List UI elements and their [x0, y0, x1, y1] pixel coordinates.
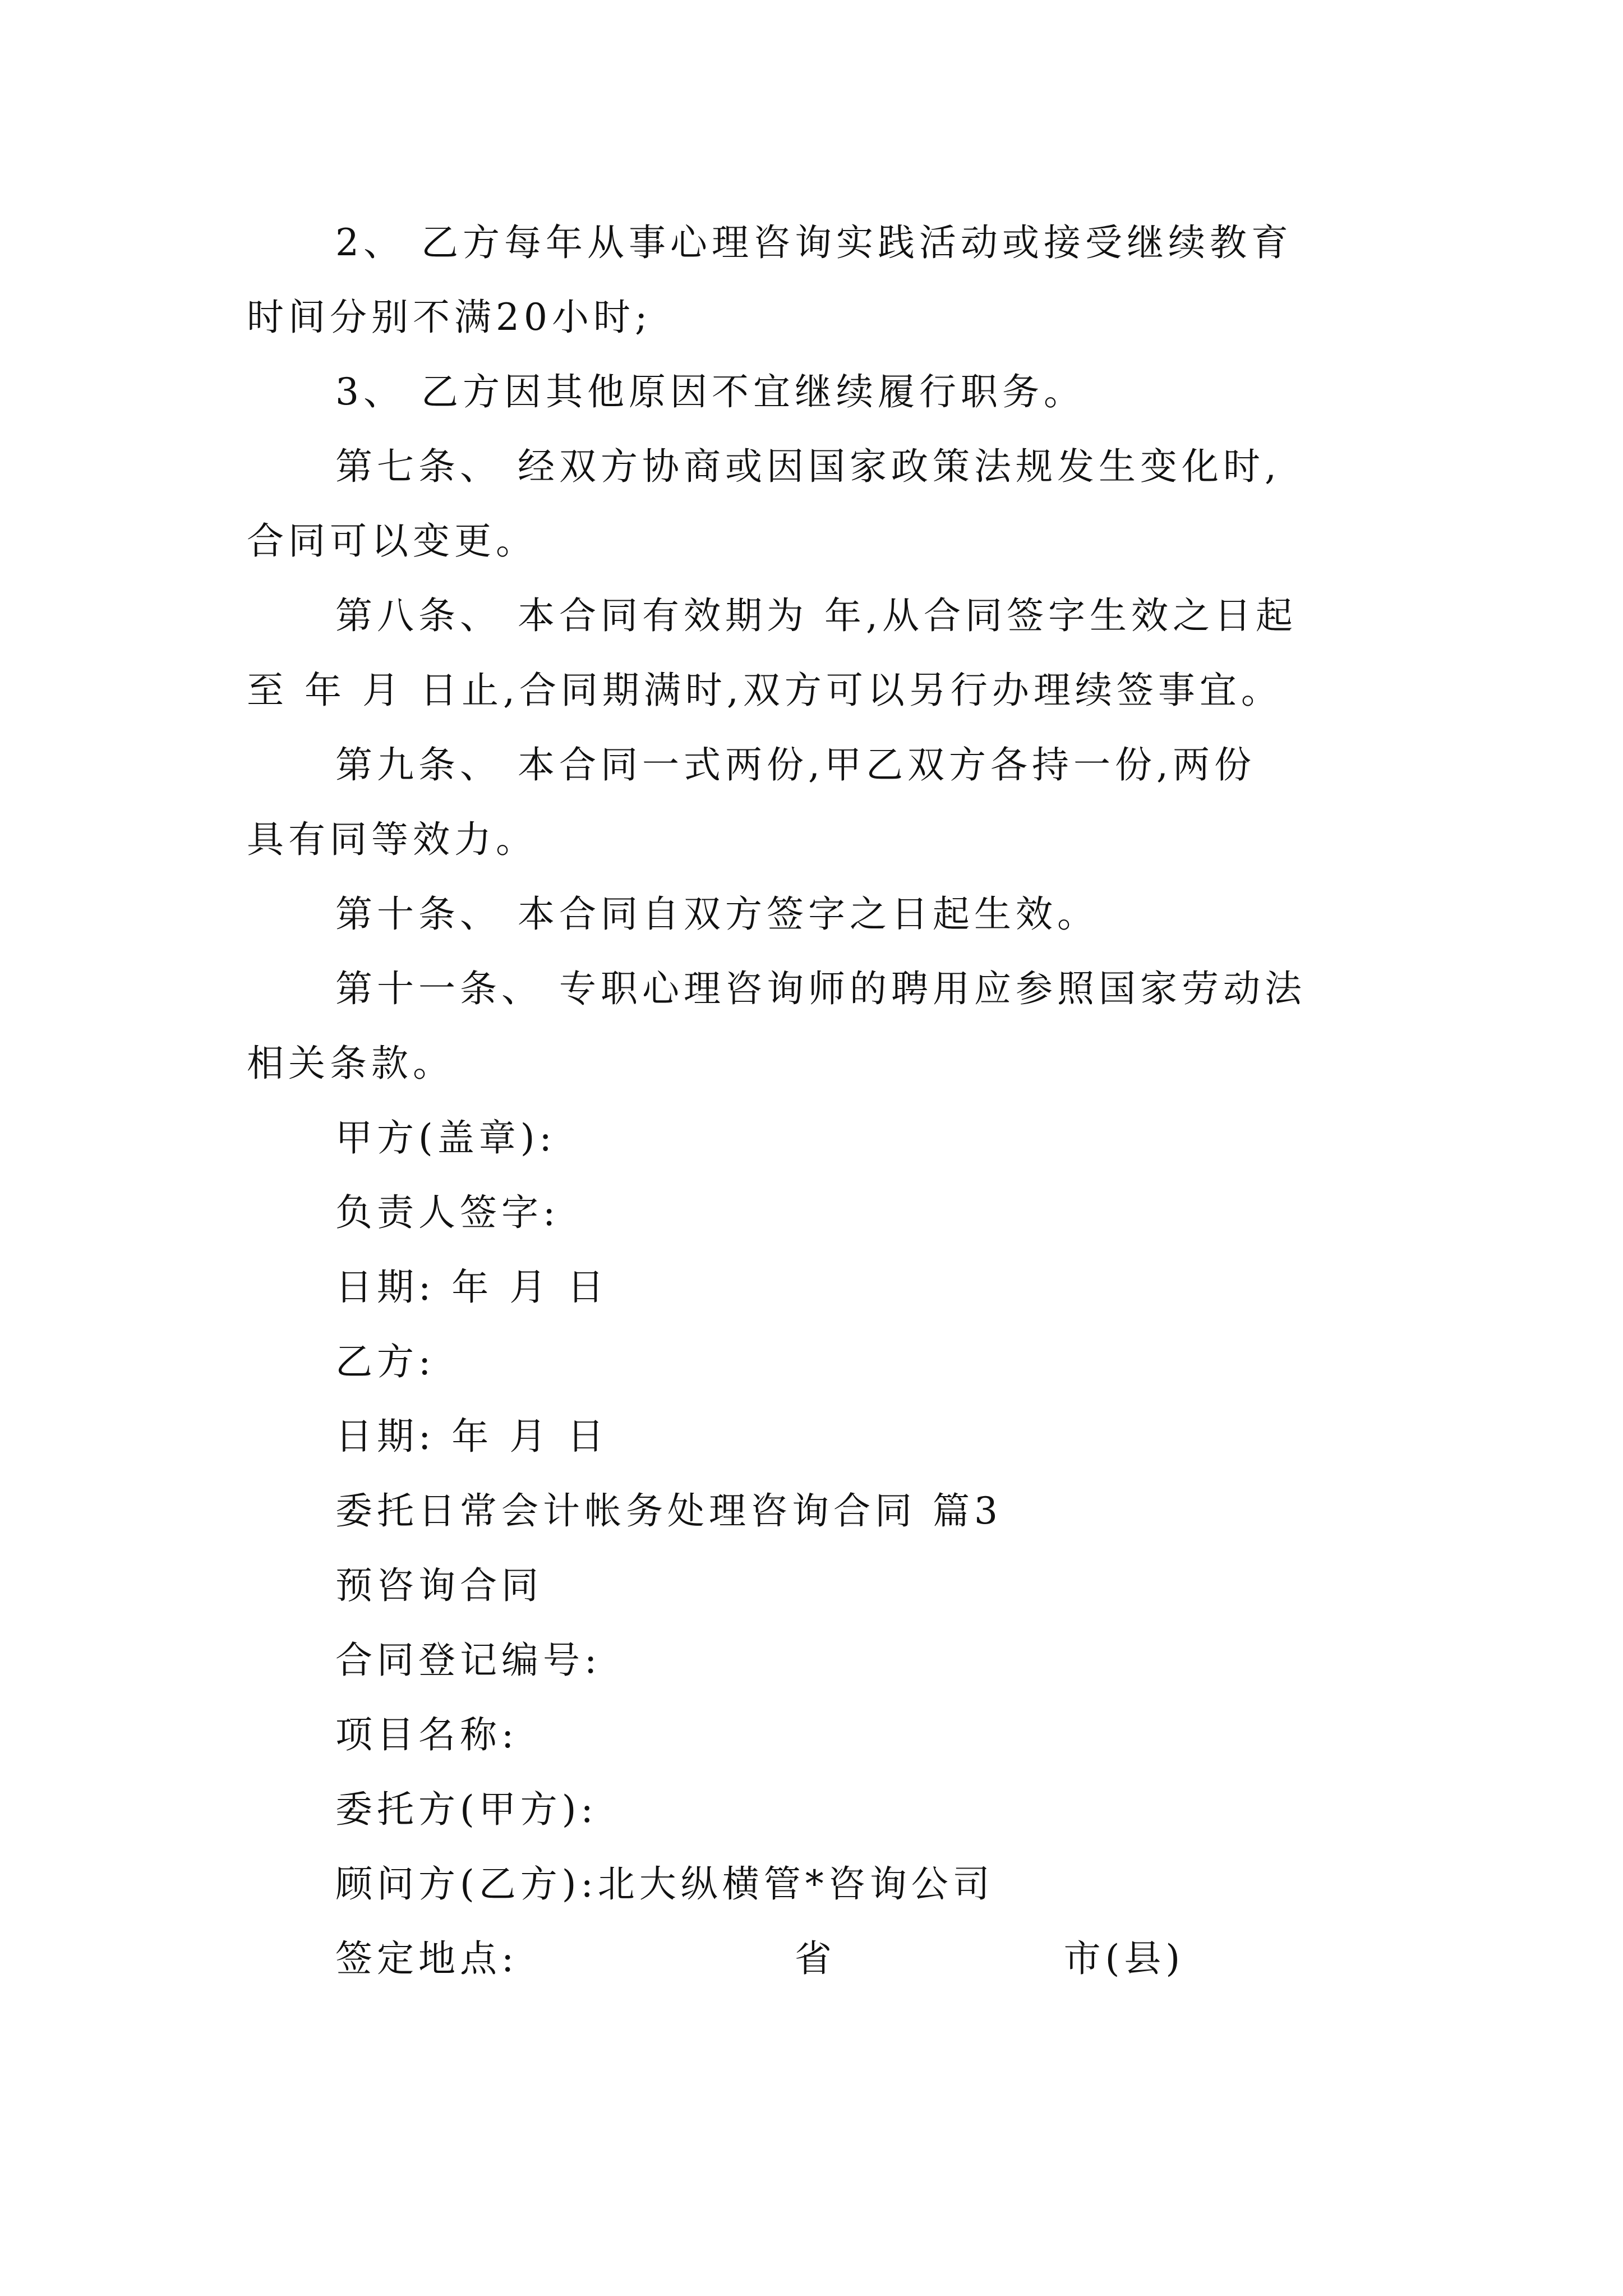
project-name-line: 项目名称:: [335, 1713, 519, 1756]
party-b-line: 乙方:: [335, 1340, 436, 1383]
clause-11-line-1: 第十一条、 专职心理咨询师的聘用应参照国家劳动法: [335, 967, 1306, 1010]
clause-7-line-1: 第七条、 经双方协商或因国家政策法规发生变化时,: [335, 445, 1281, 488]
clause-6-item-3: 3、 乙方因其他原因不宜继续履行职务。: [335, 370, 1085, 413]
clause-10: 第十条、 本合同自双方签字之日起生效。: [335, 892, 1099, 936]
clause-6-item-2-line-1: 2、 乙方每年从事心理咨询实践活动或接受继续教育: [335, 221, 1293, 264]
party-b-date-line: 日期: 年 月 日: [335, 1415, 609, 1458]
clause-9-line-2: 具有同等效力。: [247, 818, 537, 861]
clause-6-item-2-line-2: 时间分别不满20小时;: [247, 296, 652, 339]
clause-8-line-2: 至 年 月 日止,合同期满时,双方可以另行办理续签事宜。: [247, 669, 1283, 712]
registration-number-line: 合同登记编号:: [335, 1639, 602, 1682]
clause-7-line-2: 合同可以变更。: [247, 519, 537, 563]
section-heading: 委托日常会计帐务处理咨询合同 篇3: [335, 1489, 1002, 1533]
clause-11-line-2: 相关条款。: [247, 1042, 454, 1085]
signing-location-line: 签定地点: 省 市(县): [335, 1937, 1185, 1980]
client-party-line: 委托方(甲方):: [335, 1788, 598, 1831]
clause-9-line-1: 第九条、 本合同一式两份,甲乙双方各持一份,两份: [335, 743, 1256, 786]
responsible-signature-line: 负责人签字:: [335, 1191, 560, 1234]
contract-title: 预咨询合同: [335, 1564, 543, 1607]
party-a-date-line: 日期: 年 月 日: [335, 1266, 609, 1309]
party-a-seal-line: 甲方(盖章):: [335, 1116, 556, 1159]
clause-8-line-1: 第八条、 本合同有效期为 年,从合同签字生效之日起: [335, 594, 1297, 637]
consultant-party-line: 顾问方(乙方):北大纵横管*咨询公司: [335, 1862, 994, 1906]
